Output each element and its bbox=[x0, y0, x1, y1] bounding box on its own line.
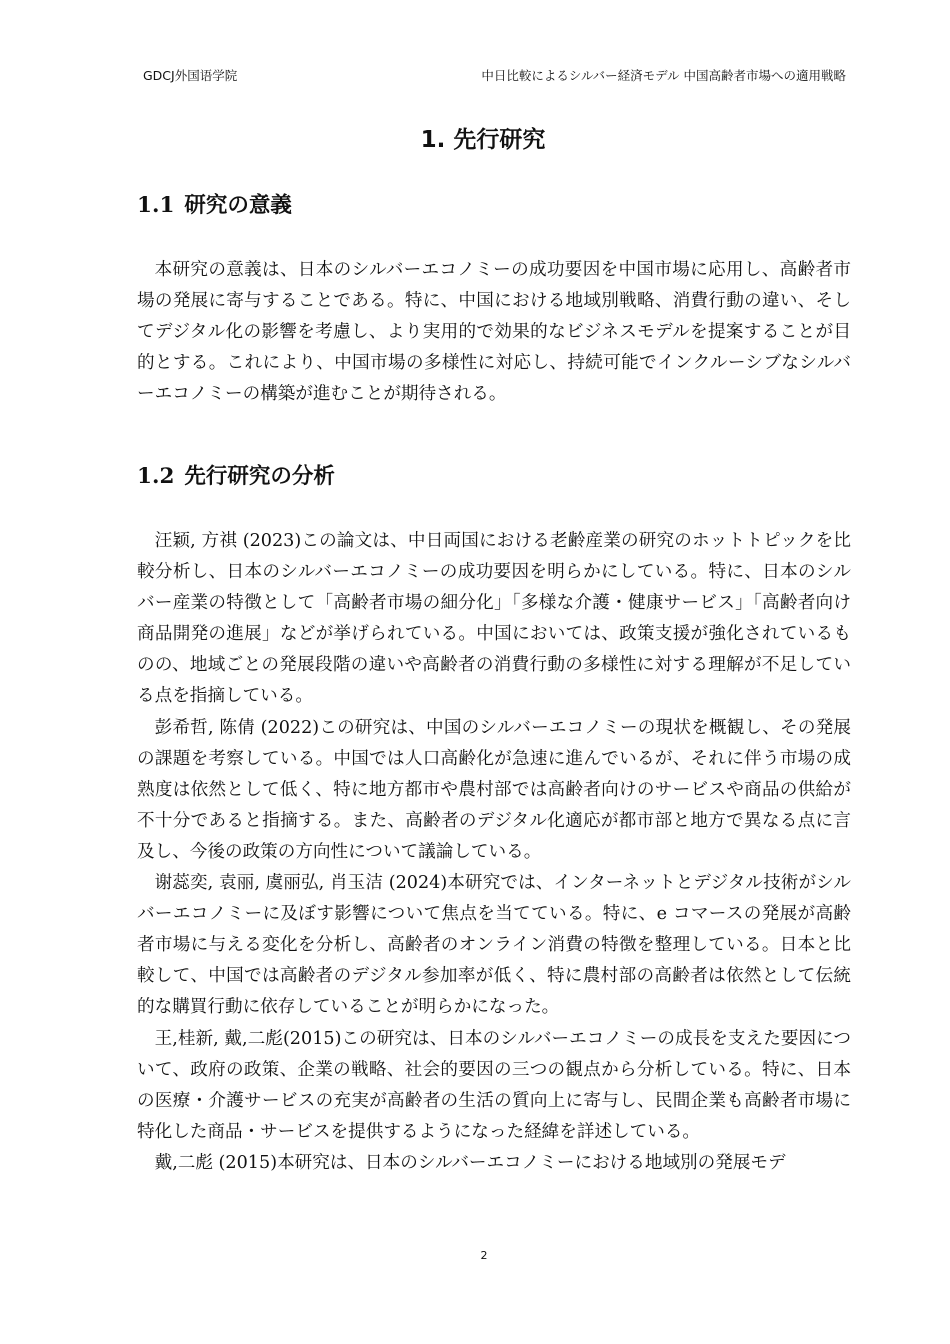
section-title: 先行研究の分析 bbox=[184, 464, 335, 489]
chapter-title: 1. 先行研究 bbox=[420, 127, 546, 153]
section-title: 研究の意義 bbox=[184, 193, 292, 218]
section-heading-1-1 bbox=[137, 190, 292, 222]
paragraph: 谢蕊奕, 袁丽, 虞丽弘, 肖玉洁 (2024)本研究では、インターネットとデジタル技術がシルバーエコノミーに及ぼす影響について焦点を当てている。特に、e コマースの発展が高齢者市場に与える変化を分析し、高齢者のオンライン消費の特徴を整理している。日本と比較して、中国では高齢者のデジタル参加率が低く、特に農村部の高齢者は依然として伝統的な購買行動に依存していることが明らかになった。 bbox=[137, 873, 851, 1018]
running-header bbox=[137, 66, 846, 86]
section-1-1-body bbox=[137, 255, 851, 410]
section-1-2-body bbox=[137, 526, 851, 1179]
paragraph: 彭希哲, 陈倩 (2022)この研究は、中国のシルバーエコノミーの現状を概観し、その発展の課題を考察している。中国では人口高齢化が急速に進んでいるが、それに伴う市場の成熟度は依然として低く、特に地方都市や農村部では高齢者向けのサービスや商品の供給が不十分であると指摘する。また、高齢者のデジタル化適応が都市部と地方で異なる点に言及し、今後の政策の方向性について議論している。 bbox=[137, 717, 851, 862]
header-document-title: 中日比較によるシルバー経済モデル 中国高齢者市場への適用戦略 bbox=[481, 68, 846, 83]
paragraph: 汪颖, 方祺 (2023)この論文は、中日両国における老齢産業の研究のホットトピックを比較分析し、日本のシルバーエコノミーの成功要因を明らかにしている。特に、日本のシルバー産業の特徴として「高齢者市場の細分化」「多様な介護・健康サービス」「高齢者向け商品開発の進展」などが挙げられている。中国においては、政策支援が強化されているものの、地域ごとの発展段階の違いや高齢者の消費行動の多様性に対する理解が不足している点を指摘している。 bbox=[137, 531, 851, 707]
paragraph: 王,桂新, 戴,二彪(2015)この研究は、日本のシルバーエコノミーの成長を支えた要因について、政府の政策、企業の戦略、社会的要因の三つの観点から分析している。特に、日本の医療・介護サービスの充実が高齢者の生活の質向上に寄与し、民間企業も高齢者市場に特化した商品・サービスを提供するようになった経緯を詳述している。 bbox=[137, 1028, 851, 1142]
section-number: 1.2 bbox=[137, 464, 175, 489]
section-number: 1.1 bbox=[137, 193, 175, 218]
page-number: 2 bbox=[480, 1249, 488, 1262]
section-heading-1-2 bbox=[137, 461, 335, 493]
paragraph: 戴,二彪 (2015)本研究は、日本のシルバーエコノミーにおける地域別の発展モデ bbox=[154, 1152, 786, 1173]
header-institution: GDCJ外国语学院 bbox=[143, 68, 238, 83]
paragraph: 本研究の意義は、日本のシルバーエコノミーの成功要因を中国市場に応用し、高齢者市場の発展に寄与することである。特に、中国における地域別戦略、消費行動の違い、そしてデジタル化の影響を考慮し、より実用的で効果的なビジネスモデルを提案することが目的とする。これにより、中国市場の多様性に対応し、持続可能でインクルーシブなシルバーエコノミーの構築が進むことが期待される。 bbox=[137, 260, 851, 405]
